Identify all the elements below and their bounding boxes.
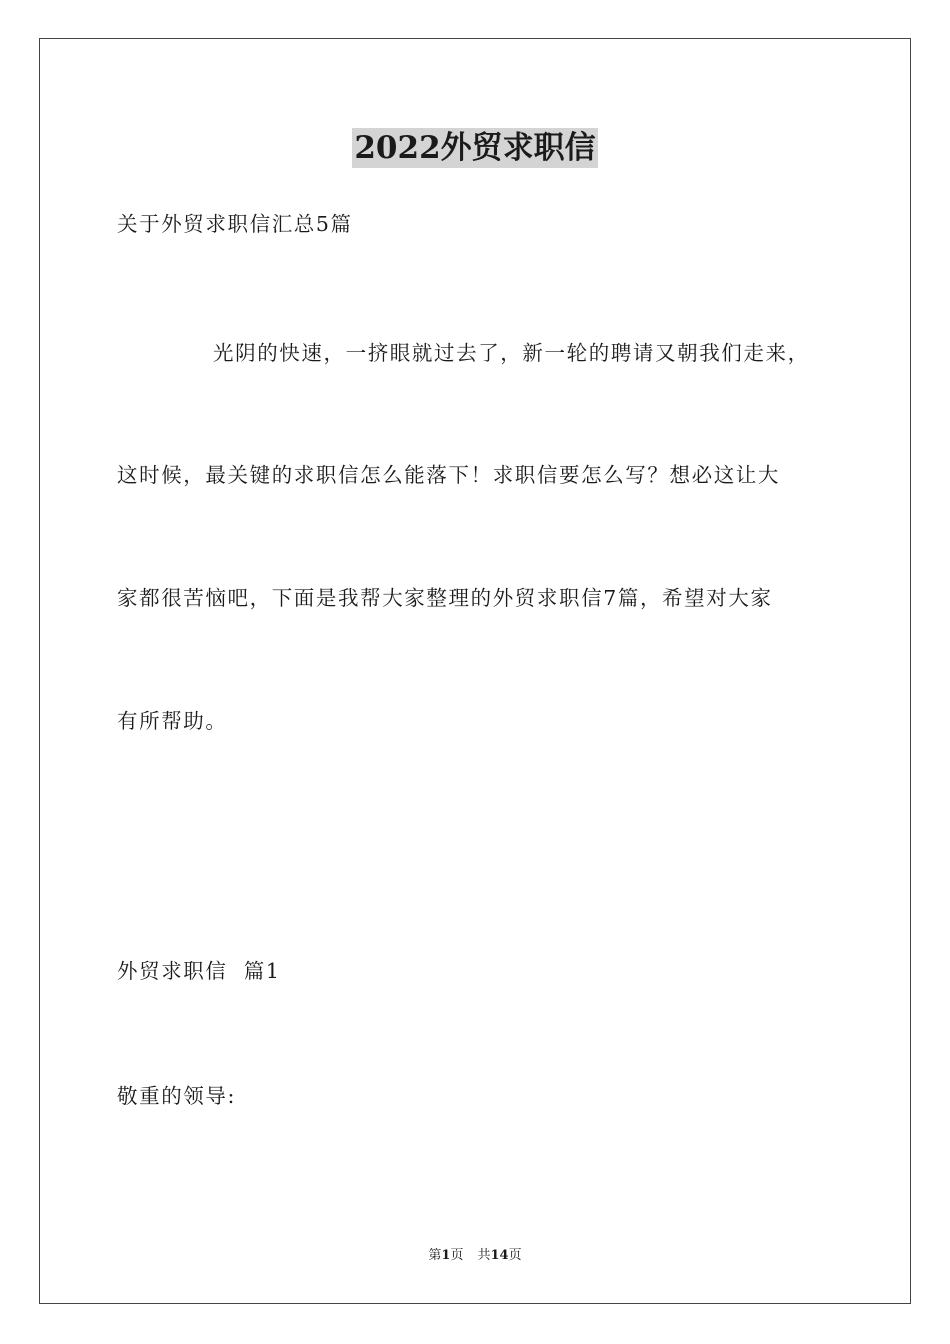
intro-line-4: 有所帮助。 — [117, 709, 228, 733]
intro-line-2: 这时候，最关键的求职信怎么能落下！求职信要怎么写？想必这让大 — [117, 463, 780, 487]
document-subtitle: 关于外贸求职信汇总5篇 — [117, 212, 353, 236]
intro-line-3: 家都很苦恼吧，下面是我帮大家整理的外贸求职信7篇，希望对大家 — [117, 586, 773, 610]
footer-total-pages: 14 — [490, 1248, 509, 1263]
footer-page-number: 1 — [441, 1248, 451, 1263]
page-footer — [0, 1247, 950, 1265]
title-container — [0, 128, 950, 168]
footer-page-prefix: 第 — [428, 1248, 442, 1263]
intro-line-1: 光阴的快速，一挤眼就过去了，新一轮的聘请又朝我们走来， — [213, 341, 810, 365]
document-title: 2022外贸求职信 — [354, 130, 596, 166]
footer-total-prefix: 共 — [477, 1248, 491, 1263]
salutation: 敬重的领导: — [117, 1084, 237, 1108]
section-heading: 外贸求职信 篇1 — [117, 959, 281, 983]
footer-page-suffix: 页 — [450, 1248, 464, 1263]
footer-total-suffix: 页 — [508, 1248, 522, 1263]
